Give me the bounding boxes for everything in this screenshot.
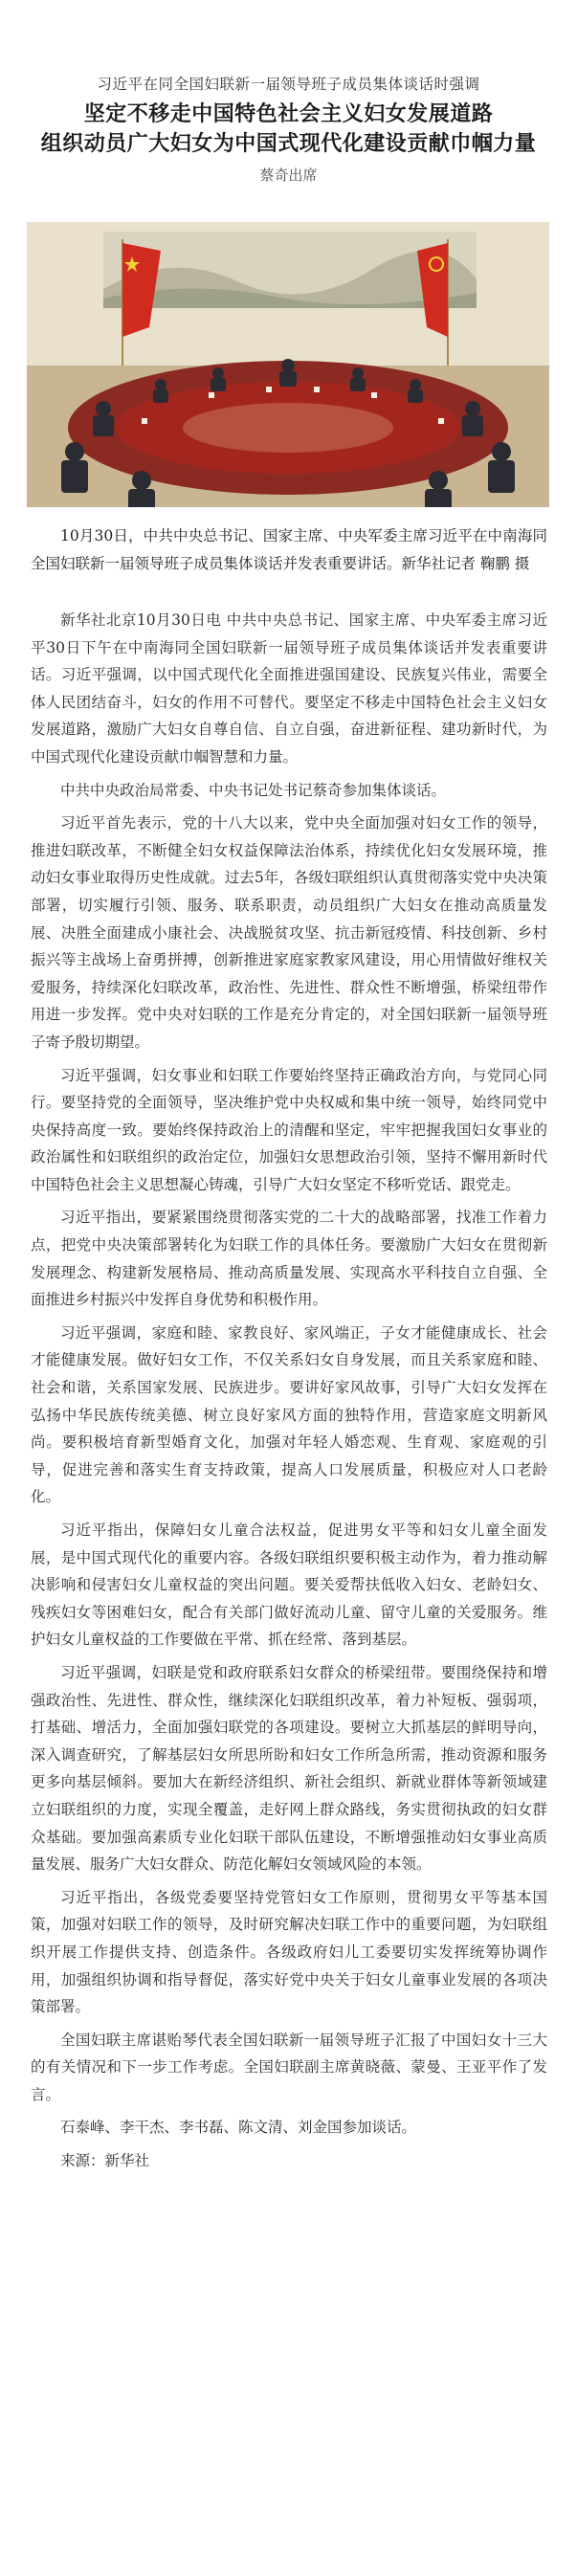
source-line: 来源：新华社 [60,2152,150,2170]
paragraph: 习近平指出，保障妇女儿童合法权益，促进男女平等和妇女儿童全面发展，是中国式现代化的重要内容。各级妇联组织要积极主动作为，着力推动解决影响和侵害妇女儿童权益的突出问题。要关爱帮扶低收入妇女、老龄妇女、残疾妇女等困难妇女，配合有关部门做好流动儿童、留守儿童的关爱服务。维护妇女儿童权益的工作要做在平常、抓在经常、落到基层。 [31,1521,547,1649]
headline-byline: 蔡奇出席 [259,167,318,184]
article-body [31,607,547,2181]
paragraph: 中共中央政治局常委、中央书记处书记蔡奇参加集体谈话。 [60,781,447,799]
photo-caption: 10月30日，中共中央总书记、国家主席、中央军委主席习近平在中南海同全国妇联新一届领导班子成员集体谈话并发表重要讲话。新华社记者 鞠鹏 摄 [31,527,547,572]
headline-kicker: 习近平在同全国妇联新一届领导班子成员集体谈话时强调 [97,76,480,93]
headline-title-line-2: 组织动员广大妇女为中国式现代化建设贡献巾帼力量 [40,131,537,156]
paragraph: 新华社北京10月30日电 中共中央总书记、国家主席、中央军委主席习近平30日下午在中南海同全国妇联新一届领导班子成员集体谈话并发表重要讲话。习近平强调，以中国式现代化全面推进强国建设、民族复兴伟业，需要全体人民团结奋斗，妇女的作用不可替代。要坚定不移走中国特色社会主义妇女发展道路，激励广大妇女自尊自信、自立自强，奋进新征程、建功新时代，为中国式现代化建设贡献巾帼智慧和力量。 [31,611,547,766]
paragraph: 习近平首先表示，党的十八大以来，党中央全面加强对妇女工作的领导，推进妇联改革，不断健全妇女权益保障法治体系，持续优化妇女发展环境，推动妇女事业取得历史性成就。过去5年，各级妇联组织认真贯彻落实党中央决策部署，切实履行引领、服务、联系职责，动员组织广大妇女在推动高质量发展、决胜全面建成小康社会、决战脱贫攻坚、抗击新冠疫情、科技创新、乡村振兴等主战场上奋勇拼搏，创新推进家庭家教家风建设，用心用情做好维权关爱服务，持续深化妇联改革，政治性、先进性、群众性不断增强，桥梁纽带作用进一步发挥。党中央对妇联的工作是充分肯定的，对全国妇联新一届领导班子寄予殷切期望。 [31,814,547,1051]
carpet-pattern [183,403,393,453]
paragraph: 习近平强调，妇女事业和妇联工作要始终坚持正确政治方向，与党同心同行。要坚持党的全面领导，坚决维护党中央权威和集中统一领导，始终同党中央保持高度一致。要始终保持政治上的清醒和坚定，牢牢把握我国妇女事业的政治属性和妇联组织的政治定位，加强妇女思想政治引领，坚持不懈用新时代中国特色社会主义思想凝心铸魂，引导广大妇女坚定不移听党话、跟党走。 [31,1066,547,1193]
paragraph: 习近平强调，家庭和睦、家教良好、家风端正，子女才能健康成长、社会才能健康发展。做好妇女工作，不仅关系妇女自身发展，而且关系家庭和睦、社会和谐，关系国家发展、民族进步。要讲好家风故事，引导广大妇女发挥在弘扬中华民族传统美德、树立良好家风方面的独特作用，营造家庭文明新风尚。要积极培育新型婚育文化，加强对年轻人婚恋观、生育观、家庭观的引导，促进完善和落实生育支持政策，提高人口发展质量，积极应对人口老龄化。 [31,1323,547,1506]
headline-title-line-1: 坚定不移走中国特色社会主义妇女发展道路 [83,101,494,126]
headline-title [19,100,558,159]
paragraph: 全国妇联主席谌贻琴代表全国妇联新一届领导班子汇报了中国妇女十三大的有关情况和下一步工作考虑。全国妇联副主席黄晓薇、蒙曼、王亚平作了发言。 [31,2031,547,2103]
paragraph: 习近平指出，各级党委要坚持党管妇女工作原则，贯彻男女平等基本国策，加强对妇联工作的领导，及时研究解决妇联工作中的重要问题，为妇联组织开展工作提供支持、创造条件。各级政府妇儿工委要切实发挥统筹协调作用，加强组织协调和指导督促，落实好党中央关于妇女儿童事业发展的各项决策部署。 [31,1888,547,2016]
article-header [0,73,577,185]
paragraph: 石泰峰、李干杰、李书磊、陈文清、刘金国参加谈话。 [60,2119,417,2137]
meeting-room-photo [27,222,549,507]
paragraph: 习近平强调，妇联是党和政府联系妇女群众的桥梁纽带。要围绕保持和增强政治性、先进性、群众性，继续深化妇联组织改革，着力补短板、强弱项，打基础、增活力，全面加强妇联党的各项建设。要树立大抓基层的鲜明导向，深入调查研究，了解基层妇女所思所盼和妇女工作所急所需，推动资源和服务更多向基层倾斜。要加大在新经济组织、新社会组织、新就业群体等新领域建立妇联组织的力度，实现全覆盖，走好网上群众路线，务实贯彻执政的妇女群众基础。要加强高素质专业化妇联干部队伍建设，不断增强推动妇女事业高质量发展、服务广大妇女群众、防范化解妇女领域风险的本领。 [31,1663,547,1874]
paragraph: 习近平指出，要紧紧围绕贯彻落实党的二十大的战略部署，找准工作着力点，把党中央决策部署转化为妇联工作的具体任务。要激励广大妇女在贯彻新发展理念、构建新发展格局、推动高质量发展、实现高水平科技自立自强、全面推进乡村振兴中发挥自身优势和积极作用。 [31,1209,547,1309]
meeting-photo-illustration [27,222,549,507]
